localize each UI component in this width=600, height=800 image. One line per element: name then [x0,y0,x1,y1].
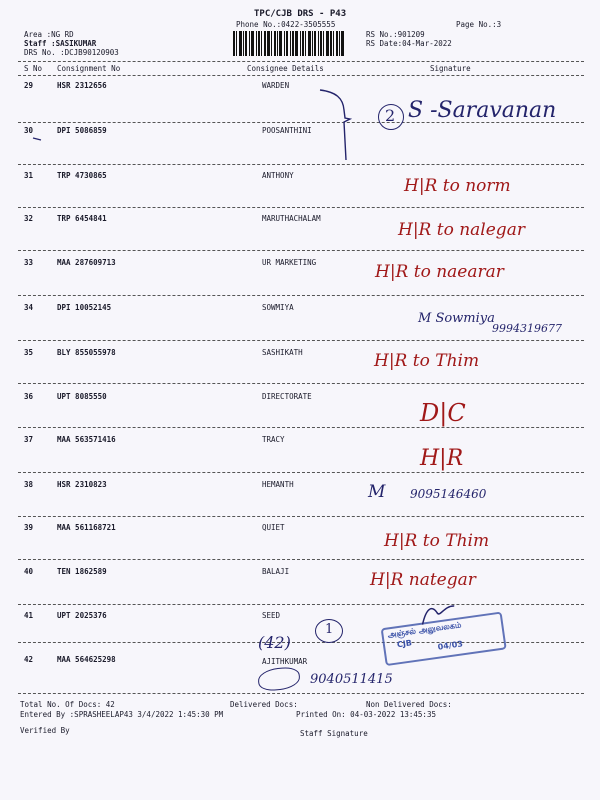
handwritten-signature: H|R [420,446,464,471]
col-consignee: Consignee Details [247,64,324,73]
stamp-line-2: CJB [396,638,413,650]
row-sno: 31 [24,171,34,180]
row-consignment: DPI 5086859 [57,126,107,135]
row-consignee: SOWMIYA [262,303,294,312]
handwritten-scribble [257,666,301,692]
staff-name: Staff :SASIKUMAR [24,39,97,48]
row-consignment: TEN 1862589 [57,567,107,576]
handwritten-signature: H|R nategar [370,570,476,590]
row-consignment: MAA 563571416 [57,435,116,444]
header-rule-bottom [18,75,584,76]
col-signature: Signature [430,64,471,73]
row-consignee: AJITHKUMAR [262,657,308,666]
row-consignee: DIRECTORATE [262,392,312,401]
circled-one-text: 1 [325,622,334,637]
page-number: Page No.:3 [456,20,502,29]
handwritten-signature: H|R to naearar [375,262,504,282]
row-divider [18,340,584,341]
non-delivered-docs: Non Delivered Docs: [366,700,452,709]
row-divider [18,383,584,384]
row-sno: 40 [24,567,34,576]
circled-two-text: 2 [385,106,396,125]
handwritten-count: (42) [258,633,291,652]
row-sno: 32 [24,214,34,223]
row-consignee: SEED [262,611,281,620]
row-consignment: UPT 2025376 [57,611,107,620]
row-consignment: TRP 4730865 [57,171,107,180]
area: Area :NG RD [24,30,74,39]
row-consignee: SASHIKATH [262,348,303,357]
row-consignee: POOSANTHINI [262,126,312,135]
handwritten-signature: H|R to Thim [384,531,490,551]
row-sno: 38 [24,480,34,489]
handwritten-signature: H|R to nalegar [398,220,525,240]
col-consignment: Consignment No [57,64,121,73]
rs-number: RS No.:901209 [366,30,425,39]
row-consignee: ANTHONY [262,171,294,180]
staff-signature-label: Staff Signature [300,729,368,738]
drs-title: TPC/CJB DRS - P43 [254,9,347,19]
post-office-stamp [379,598,506,670]
handwritten-signature: M [368,482,386,502]
row-sno: 41 [24,611,34,620]
row-consignment: TRP 6454841 [57,214,107,223]
row-consignment: HSR 2310823 [57,480,107,489]
row-divider [18,207,584,208]
handwritten-phone: 9095146460 [410,487,487,501]
row-sno: 36 [24,392,34,401]
row-consignment: UPT 8085550 [57,392,107,401]
row-divider [18,516,584,517]
handwritten-phone: 9994319677 [492,322,562,335]
verified-by: Verified By [20,726,70,735]
row-sno: 37 [24,435,34,444]
row-divider [18,693,584,694]
entered-by: Entered By :SPRASHEELAP43 3/4/2022 1:45:30 PM [20,710,224,719]
row-consignment: MAA 564625298 [57,655,116,664]
row-divider [18,427,584,428]
circled-two [378,104,404,130]
stamp-line-3: 04/03 [437,639,464,652]
row-consignment: BLY 855055978 [57,348,116,357]
handwritten-signature: H|R to Thim [374,351,480,371]
row-consignment: HSR 2312656 [57,81,107,90]
row-consignee: WARDEN [262,81,290,90]
row-consignee: BALAJI [262,567,290,576]
row-divider [18,295,584,296]
row-consignee: TRACY [262,435,285,444]
header-rule-top [18,61,584,62]
delivered-docs: Delivered Docs: [230,700,298,709]
drs-number: DRS No. :DCJB90120903 [24,48,119,57]
circled-one [315,619,343,643]
handwritten-name-note: S -Saravanan [408,98,557,123]
handwritten-phone: 9040511415 [310,672,393,687]
row-divider [18,559,584,560]
row-sno: 35 [24,348,34,357]
row-consignment: DPI 10052145 [57,303,112,312]
row-sno: 30 [24,126,34,135]
row-divider [18,164,584,165]
handwritten-signature: H|R to norm [404,176,511,196]
row-sno: 29 [24,81,34,90]
handwritten-signature: D|C [420,399,466,427]
stamp-line-1: அஞ்சல் அலுவலகம் [386,620,462,640]
printed-on: Printed On: 04-03-2022 13:45:35 [296,710,436,719]
row-sno: 33 [24,258,34,267]
total-docs: Total No. Of Docs: 42 [20,700,115,709]
handwritten-signature: M Sowmiya [418,311,495,326]
rs-date: RS Date:04-Mar-2022 [366,39,452,48]
row-divider [18,604,584,605]
phone-number: Phone No.:0422-3505555 [236,20,336,29]
row-consignee: QUIET [262,523,285,532]
barcode [233,31,361,56]
row-sno: 39 [24,523,34,532]
row-consignee: HEMANTH [262,480,294,489]
row-sno: 34 [24,303,34,312]
row-divider [18,472,584,473]
col-sno: S No [24,64,43,73]
row-divider [18,250,584,251]
row-consignment: MAA 561168721 [57,523,116,532]
row-consignee: MARUTHACHALAM [262,214,321,223]
row-consignment: MAA 287609713 [57,258,116,267]
row-sno: 42 [24,655,34,664]
row-consignee: UR MARKETING [262,258,317,267]
